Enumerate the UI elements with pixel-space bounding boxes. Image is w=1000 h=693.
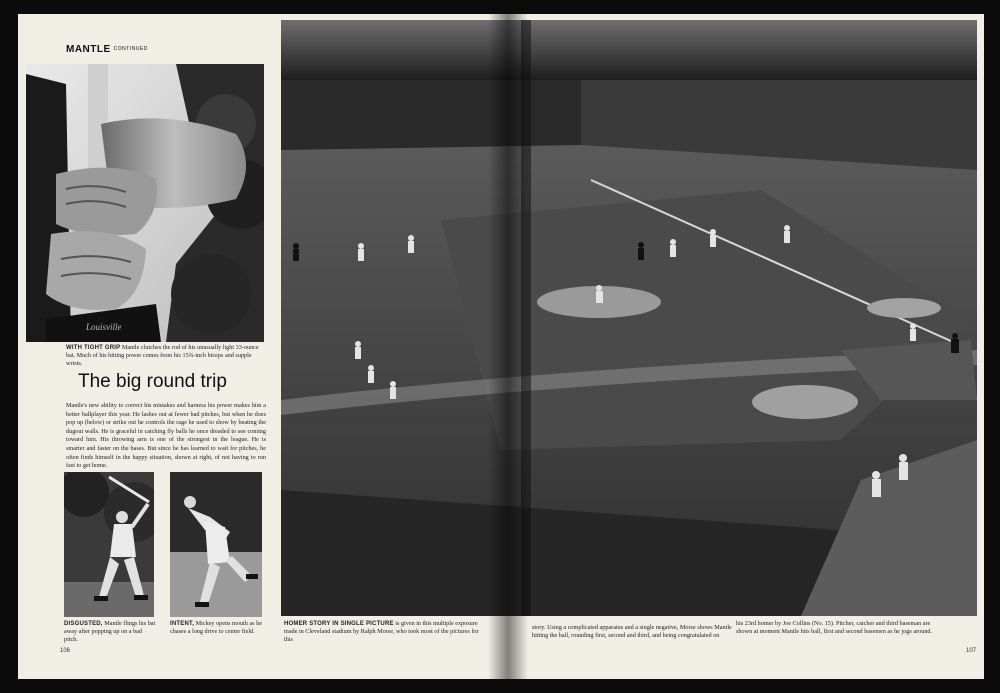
photo-stadium-multiple-exposure [281,20,977,616]
caption-homer-part1 [284,620,484,644]
magazine-spread [18,14,984,679]
page-number-left: 106 [60,648,71,654]
page-number-right: 107 [966,648,977,654]
caption-homer-text-part1: is given in this multiple exposure made in Cleveland stadium by Ralph Morse, who took most of the pictures for this [284,620,479,643]
caption-disgusted-text: Mantle flings his bat away after popping up on a bad pitch. [64,620,156,643]
photo-tight-grip [26,64,264,342]
caption-tight-grip [66,344,266,368]
running-head-continued: CONTINUED [113,46,148,53]
running-head [66,44,148,55]
caption-homer-part3: his 23rd homer by Joe Collins (No. 15). Pitcher, catcher and third baseman are shown at moment Mantle hits ball, first and second basemen as he jogs around. [736,620,933,635]
caption-tight-grip-lead: WITH TIGHT GRIP [66,345,121,351]
caption-disgusted [64,620,156,644]
caption-homer-lead: HOMER STORY IN SINGLE PICTURE [284,621,394,627]
caption-homer-part2: story. Using a complicated apparatus and a single negative, Morse shows Mantle hitting the ball, rounding first, second and third, and being congratulated on [532,624,732,639]
caption-intent-text: Mickey opens mouth as he chases a long drive to center field. [170,620,262,635]
article-body: Mantle's new ability to correct his mistakes and harness his power makes him a better ballplayer this year. He lashes out at fewer bad pitches, but when he does pop up (below) or strike out he controls the rage he used to show by beating the dugout walls. He is graceful in catching fly balls he once dreaded to see coming toward him. His throwing arm is one of the strongest in the league. He is smarter and faster on the bases. But since he has learned to wait for pitches, he often finds himself in the happy situation, shown at right, of not having to run fast to get home. [66,402,266,470]
caption-disgusted-lead: DISGUSTED, [64,621,103,627]
caption-tight-grip-text: Mantle clutches the rod of his unusually light 33-ounce bat. Much of his hitting power comes from his 15¾-inch biceps and supple wrists. [66,344,259,367]
photo-disgusted [64,472,154,617]
photo-intent [170,472,262,617]
article-headline: The big round trip [78,371,227,392]
caption-intent [170,620,262,636]
caption-intent-lead: INTENT, [170,621,195,627]
svg-text:Louisville: Louisville [86,322,122,332]
running-head-title: MANTLE [66,44,111,55]
